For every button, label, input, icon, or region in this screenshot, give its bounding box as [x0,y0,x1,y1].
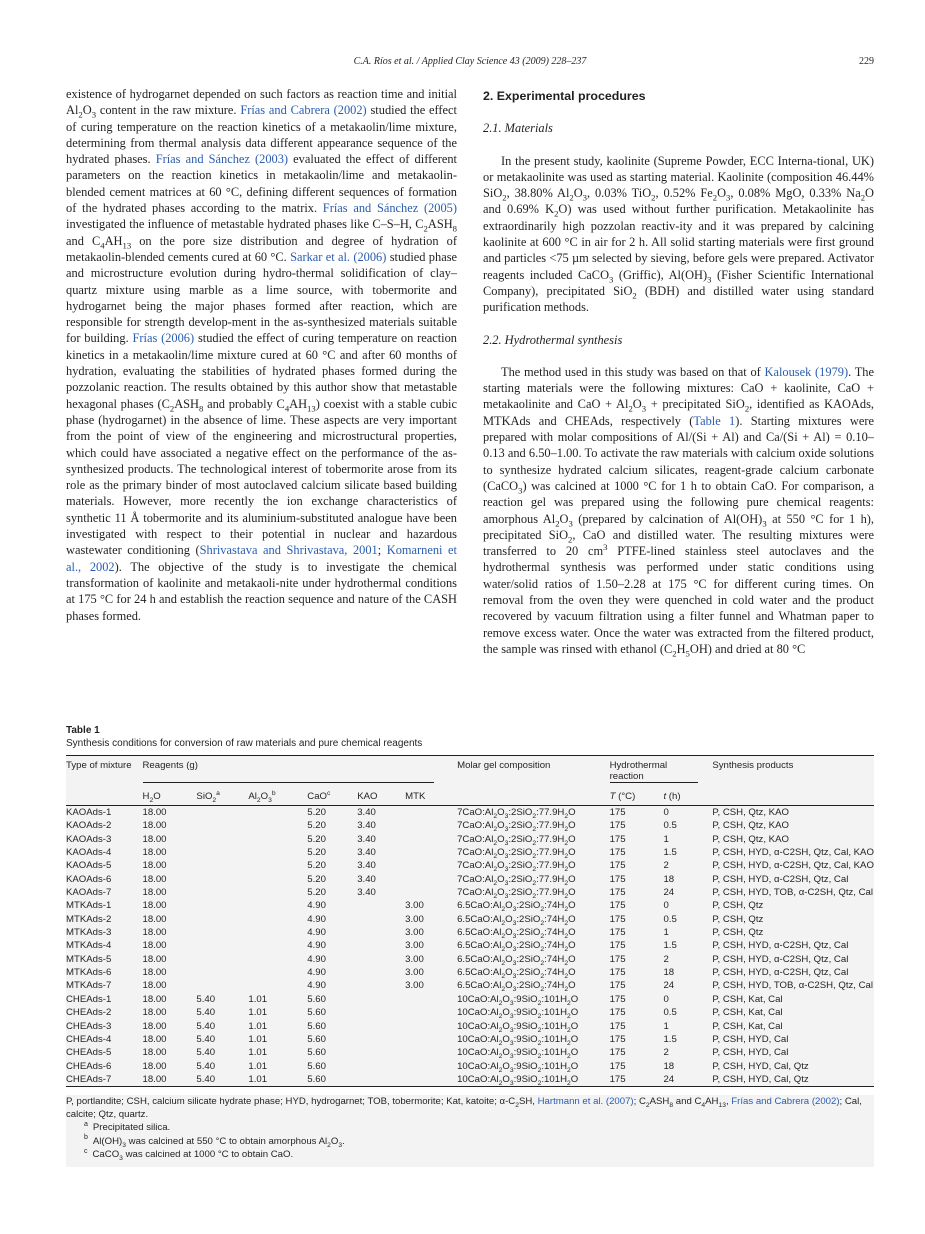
cell-temp: 175 [609,1033,626,1045]
cell-mixture: KAOAds-4 [66,847,112,859]
cell-products: P, CSH, Kat, Cal [712,1020,783,1032]
cell-mtk [405,806,457,820]
cell-sio2: 5.40 [196,1020,216,1032]
cell-kao [357,1020,405,1033]
cell-al2o3 [248,926,307,939]
cell-h2o: 18.00 [142,900,167,912]
cell-products: P, CSH, HYD, Cal [712,1033,789,1045]
cell-temp: 175 [609,913,626,925]
table-row [66,953,874,966]
cell-temp: 175 [609,1060,626,1072]
cell-kao [357,1033,405,1046]
footnote-b: $^b$ $Al(OH)_3$ was calcined at 550 °C to obtain amorphous $Al_2O_3$. [84,1134,345,1149]
cell-h2o: 18.00 [142,860,167,872]
cell-mixture: KAOAds-3 [66,833,112,845]
cell-temp: 175 [609,900,626,912]
cell-products: P, CSH, Qtz [712,900,764,912]
cell-mixture: KAOAds-2 [66,820,112,832]
cell-time: 24 [663,887,675,899]
cell-mixture: CHEAds-2 [66,1007,112,1019]
table-row [66,1073,874,1087]
cell-h2o: 18.00 [142,820,167,832]
cell-sio2: 5.40 [196,993,216,1005]
cell-sio2 [196,819,248,832]
cell-sio2 [196,966,248,979]
cell-h2o: 18.00 [142,953,167,965]
cell-h2o: 18.00 [142,807,167,818]
cell-h2o: 18.00 [142,1033,167,1045]
cell-mixture: KAOAds-1 [66,807,112,818]
cell-products: P, CSH, HYD, α-C2SH, Qtz, Cal, KAO [712,860,874,872]
cell-time: 0.5 [663,820,677,832]
cell-sio2 [196,899,248,912]
cell-temp: 175 [610,1073,664,1087]
table-row [66,913,874,926]
table-row [66,859,874,872]
cell-molar: $10CaO:Al_2O_3:9SiO_2:101H_2O$ [457,1033,579,1047]
cell-mtk [405,833,457,846]
cell-temp: 175 [609,940,626,952]
table-label: Table 1 [66,725,100,736]
cell-mtk: 3.00 [405,900,424,912]
cell-temp: 175 [609,887,626,899]
cell-molar: $6.5CaO:Al_2O_3:2SiO_2:74H_2O$ [457,980,576,994]
header-reagents: Reagents (g) [143,756,458,791]
section-title: 2. Experimental procedures [483,89,646,103]
cell-sio2 [196,886,248,899]
header-type: Type of mixture [66,756,143,791]
cell-mixture: MTKAds-5 [66,953,112,965]
right-column [483,86,874,657]
table-row [66,873,874,886]
cell-al2o3: 1.01 [248,1060,268,1072]
cell-mtk [405,1020,457,1033]
cell-kao: 3.40 [357,873,376,885]
cell-al2o3 [248,846,307,859]
cell-mtk: 3.00 [405,953,424,965]
table-row [66,966,874,979]
header-cao: CaO$^c$ [307,790,357,806]
cell-molar: $7CaO:Al_2O_3:2SiO_2:77.9H_2O$ [457,807,576,820]
cell-time: 1 [663,1020,669,1032]
cell-al2o3 [248,899,307,912]
cell-sio2 [196,939,248,952]
cell-kao [357,1073,405,1087]
cell-sio2: 5.40 [196,1007,216,1019]
subsection-materials-title: 2.1. Materials [483,121,553,136]
cell-sio2 [196,806,248,820]
cell-mtk [405,1073,457,1087]
cell-kao [357,1060,405,1073]
cell-temp: 175 [609,847,626,859]
cell-cao: 5.60 [307,1073,357,1087]
table-row [66,1060,874,1073]
cell-molar: $10CaO:Al_2O_3:9SiO_2:101H_2O$ [457,1060,579,1074]
cell-al2o3 [248,966,307,979]
cell-temp: 175 [609,967,626,979]
cell-al2o3 [248,833,307,846]
cell-temp: 175 [609,927,626,939]
cell-al2o3: 1.01 [248,1073,307,1087]
cell-mixture: CHEAds-6 [66,1060,112,1072]
cell-mtk [405,873,457,886]
cell-al2o3 [248,979,307,992]
cell-h2o: 18.00 [142,967,167,979]
cell-time: 1.5 [663,1033,677,1045]
cell-products: P, CSH, HYD, Cal [712,1047,789,1059]
cell-molar: $6.5CaO:Al_2O_3:2SiO_2:74H_2O$ [457,940,576,954]
cell-kao [357,913,405,926]
cell-kao [357,979,405,992]
header-al2o3: $Al_2O_3^b$ [248,790,307,806]
cell-al2o3 [248,806,307,820]
cell-al2o3: 1.01 [248,1007,268,1019]
header-mtk: MTK [405,790,457,806]
cell-kao [357,993,405,1006]
cell-products: P, CSH, HYD, α-C2SH, Qtz, Cal, KAO [712,847,874,859]
cell-time: 1 [663,927,669,939]
cell-cao: 5.20 [307,833,326,845]
cell-sio2 [196,873,248,886]
cell-molar: $10CaO:Al_2O_3:9SiO_2:101H_2O$ [457,1020,579,1034]
cell-mtk: 3.00 [405,967,424,979]
cell-sio2 [196,953,248,966]
cell-temp: 175 [609,820,626,832]
cell-products: P, CSH, Qtz, KAO [712,833,789,845]
footnote-abbreviations: P, portlandite; CSH, calcium silicate hydrate phase; HYD, hydrogarnet; TOB, tobermorite; Kat, katoite; $\alpha-C_2SH$, Hartmann et al. (2007); $C_2ASH_8$ and $C_4AH_{13}$, Frías and Cabrera (2002); Cal, calcite; Qtz, quartz. [66,1096,862,1121]
cell-kao [357,966,405,979]
cell-temp: 175 [609,873,626,885]
cell-temp: 175 [609,953,626,965]
cell-sio2: 5.40 [196,1033,216,1045]
header-kao: KAO [357,790,405,806]
cell-mtk [405,1046,457,1059]
cell-time: 0.5 [663,1007,677,1019]
cell-products: P, CSH, HYD, TOB, α-C2SH, Qtz, Cal [712,980,874,992]
cell-mtk [405,859,457,872]
cell-products: P, CSH, Qtz, KAO [712,807,789,818]
cell-al2o3 [248,939,307,952]
cell-products: P, CSH, HYD, α-C2SH, Qtz, Cal [712,967,849,979]
table-row [66,1033,874,1046]
cell-time: 24 [663,980,675,992]
cell-sio2 [196,833,248,846]
cell-temp: 175 [609,993,626,1005]
cell-temp: 175 [609,860,626,872]
synthesis-table [66,755,874,1087]
cell-mtk: 3.00 [405,913,424,925]
cell-kao: 3.40 [357,847,376,859]
table-row [66,939,874,952]
footnote-c: $^c$ CaCO$_3$ was calcined at 1000 °C to obtain CaO. [84,1147,294,1162]
cell-molar: $6.5CaO:Al_2O_3:2SiO_2:74H_2O$ [457,913,576,927]
page-number: 229 [859,56,874,67]
cell-time: 0.5 [663,913,677,925]
footnote-list [66,1121,874,1161]
running-header [66,56,874,72]
cell-molar: $6.5CaO:Al_2O_3:2SiO_2:74H_2O$ [457,967,576,981]
cell-sio2 [196,859,248,872]
cell-sio2 [196,926,248,939]
cell-al2o3: 1.01 [248,1033,268,1045]
cell-mtk: 3.00 [405,940,424,952]
table-row [66,979,874,992]
table-body [66,806,874,1087]
cell-mixture: MTKAds-7 [66,980,112,992]
cell-h2o: 18.00 [142,940,167,952]
cell-molar: $10CaO:Al_2O_3:9SiO_2:101H_2O$ [457,993,579,1007]
cell-al2o3 [248,873,307,886]
cell-al2o3 [248,859,307,872]
header-time: t (h) [663,790,712,806]
cell-molar: $7CaO:Al_2O_3:2SiO_2:77.9H_2O$ [457,820,576,834]
cell-kao [357,939,405,952]
cell-time: 18 [663,873,675,885]
cell-mixture: MTKAds-6 [66,967,112,979]
table-row [66,1046,874,1059]
cell-products: P, CSH, HYD, α-C2SH, Qtz, Cal [712,873,849,885]
cell-h2o: 18.00 [142,833,167,845]
cell-al2o3 [248,913,307,926]
cell-kao [357,953,405,966]
cell-mixture: CHEAds-1 [66,993,112,1005]
cell-mtk [405,1060,457,1073]
table-row [66,926,874,939]
cell-molar: $10CaO:Al_2O_3:9SiO_2:101H_2O$ [457,1047,579,1061]
cell-cao: 5.60 [307,1047,326,1059]
cell-temp: 175 [609,833,626,845]
cell-al2o3 [248,819,307,832]
cell-cao: 4.90 [307,940,326,952]
cell-mixture: CHEAds-7 [66,1073,143,1087]
table-row [66,846,874,859]
cell-molar: $6.5CaO:Al_2O_3:2SiO_2:74H_2O$ [457,953,576,967]
cell-mixture: CHEAds-3 [66,1020,112,1032]
cell-mtk [405,886,457,899]
cell-molar: $10CaO:Al_2O_3:9SiO_2:101H_2O$ [457,1007,579,1021]
cell-products: P, CSH, HYD, α-C2SH, Qtz, Cal [712,953,849,965]
cell-cao: 5.20 [307,820,326,832]
cell-kao [357,899,405,912]
journal-citation: C.A. Ríos et al. / Applied Clay Science 43 (2009) 228–237 [353,56,587,67]
cell-kao: 3.40 [357,820,376,832]
cell-mixture: KAOAds-7 [66,887,112,899]
cell-mtk [405,1033,457,1046]
cell-cao: 5.60 [307,1033,326,1045]
cell-kao: 3.40 [357,833,376,845]
cell-cao: 5.20 [307,847,326,859]
cell-kao [357,1046,405,1059]
cell-products: P, CSH, HYD, Cal, Qtz [712,1060,809,1072]
cell-h2o: 18.00 [142,993,167,1005]
cell-mtk [405,1006,457,1019]
cell-sio2 [196,979,248,992]
cell-kao [357,926,405,939]
footnote-a: $^a$ Precipitated silica. [84,1121,171,1134]
table-footnotes [66,1095,874,1167]
cell-time: 1.5 [663,847,677,859]
header-temp: T (°C) [610,790,664,806]
cell-temp: 175 [609,1047,626,1059]
cell-mixture: MTKAds-3 [66,927,112,939]
cell-h2o: 18.00 [143,1073,197,1087]
cell-products: P, CSH, Qtz [712,913,764,925]
cell-sio2 [196,913,248,926]
cell-mixture: CHEAds-4 [66,1033,112,1045]
cell-molar: $7CaO:Al_2O_3:2SiO_2:77.9H_2O$ [457,847,576,860]
subsection-synthesis-title: 2.2. Hydrothermal synthesis [483,332,623,347]
header-molar: Molar gel composition [457,756,610,791]
cell-cao: 5.60 [307,993,326,1005]
cell-mtk: 3.00 [405,980,424,992]
cell-al2o3: 1.01 [248,993,268,1005]
cell-temp: 175 [609,1007,626,1019]
cell-time: 24 [663,1073,712,1087]
cell-temp: 175 [609,1020,626,1032]
cell-molar: $6.5CaO:Al_2O_3:2SiO_2:74H_2O$ [457,927,576,940]
header-products: Synthesis products [712,756,874,791]
header-hydro: Hydrothermal reaction [610,756,713,791]
cell-mixture: MTKAds-2 [66,913,112,925]
cell-cao: 5.60 [307,1020,326,1032]
cell-h2o: 18.00 [142,873,167,885]
cell-kao: 3.40 [357,860,376,872]
cell-cao: 4.90 [307,900,326,912]
cell-molar: $7CaO:Al_2O_3:2SiO_2:77.9H_2O$ [457,887,576,900]
cell-h2o: 18.00 [142,847,167,859]
cell-products: P, CSH, HYD, TOB, α-C2SH, Qtz, Cal [712,887,874,899]
cell-products: P, CSH, HYD, Cal, Qtz [712,1073,874,1087]
cell-cao: 5.20 [307,860,326,872]
table-row [66,833,874,846]
cell-mixture: MTKAds-4 [66,940,112,952]
cell-molar: $7CaO:Al_2O_3:2SiO_2:77.9H_2O$ [457,833,576,847]
cell-temp: 175 [609,807,626,818]
cell-time: 2 [663,860,669,872]
cell-mtk [405,819,457,832]
cell-cao: 5.60 [307,1060,326,1072]
cell-al2o3: 1.01 [248,1020,268,1032]
table-row [66,1006,874,1019]
cell-cao: 5.60 [307,1007,326,1019]
cell-mtk [405,993,457,1006]
cell-al2o3 [248,953,307,966]
cell-mtk [405,846,457,859]
cell-kao: 3.40 [357,887,376,899]
table-row [66,886,874,899]
cell-sio2: 5.40 [196,1047,216,1059]
cell-h2o: 18.00 [142,1060,167,1072]
cell-products: P, CSH, Kat, Cal [712,993,783,1005]
header-h2o: $H_2O$ [143,790,197,806]
cell-h2o: 18.00 [142,887,167,899]
header-sio2: SiO$_2^a$ [196,790,248,806]
table-row [66,819,874,832]
table-row [66,899,874,912]
cell-h2o: 18.00 [142,1007,167,1019]
cell-cao: 4.90 [307,953,326,965]
cell-h2o: 18.00 [142,1047,167,1059]
cell-mixture: CHEAds-5 [66,1047,112,1059]
cell-time: 2 [663,1047,669,1059]
cell-temp: 175 [609,980,626,992]
cell-time: 18 [663,967,675,979]
cell-h2o: 18.00 [142,913,167,925]
cell-mixture: KAOAds-5 [66,860,112,872]
cell-al2o3: 1.01 [248,1047,268,1059]
cell-time: 18 [663,1060,675,1072]
cell-mtk: 3.00 [405,927,424,939]
cell-products: P, CSH, Qtz, KAO [712,820,789,832]
cell-cao: 5.20 [307,807,326,818]
cell-products: P, CSH, Kat, Cal [712,1007,783,1019]
cell-h2o: 18.00 [142,1020,167,1032]
cell-cao: 4.90 [307,967,326,979]
cell-mixture: KAOAds-6 [66,873,112,885]
cell-molar: $10CaO:Al_2O_3:9SiO_2:101H_2O$ [457,1073,610,1087]
cell-molar: $7CaO:Al_2O_3:2SiO_2:77.9H_2O$ [457,873,576,887]
cell-sio2 [196,846,248,859]
left-column [66,86,457,624]
table-row [66,1020,874,1033]
table-caption-text: Synthesis conditions for conversion of raw materials and pure chemical reagents [66,738,423,749]
cell-sio2: 5.40 [196,1060,216,1072]
cell-cao: 4.90 [307,927,326,939]
cell-al2o3 [248,886,307,899]
cell-time: 1.5 [663,940,677,952]
intro-paragraph: existence of hydrogarnet depended on such factors as reaction time and initial $Al_2O_3$ content in the raw mixture. Frías and Cabrera (2002) studied the effect of curing temperature on the reaction kinetics of a metakaolin/lime mixture, determining from thermal analysis data different appearance sequence of the hydrated phases. Frías and Sánchez (2003) evaluated the effect of different parameters on the reaction kinetics in metakaolin/lime and metakaolin-blended cement matrices at 60 °C, defining different sequences of formation of the hydrated phases according to the matrix. Frías and Sánchez (2005) investigated the influence of metastable hydrated phases like C–S–H, $C_2ASH_8$ and $C_4AH_{13}$ on the pore size distribution and degree of hydration of metakaolin-blended cements cured at 60 °C. Sarkar et al. (2006) studied phase and microstructure evolution during hydro-thermal solidification of clay–quartz mixture using marble as a lime source, with tobermorite and hydrogarnet being the major phases formed after reaction, which are responsible for strength develop-ment in the as-synthesized materials suitable for building. Frías (2006) studied the effect of curing temperature on reaction kinetics in a metakaolin/lime mixture cured at 60 °C and after 60 months of hydration, evaluating the stabilities of hydrated phases formed during the pozzolanic reaction. The results obtained by this author show that metastable hexagonal phases ($C_2ASH_8$ and probably $C_4AH_{13}$) coexist with a stable cubic phase (hydrogarnet) in the absence of lime. These aspects are very important from the point of view of the engineering and microstructural properties, which could have associated a negative effect on the performance of the as-synthesized products. The technological interest of tobermorite arose from its role as the primary binder of most autoclaved calcium silicate based building materials. However, more recently the ion exchange characteristics of synthetic 11 Å tobermorite and its aluminium-substituted analogue have been investigated with respect to their potential in nuclear and hazardous wastewater conditioning (Shrivastava and Shrivastava, 2001; Komarneni et al., 2002). The objective of the study is to investigate the chemical transformation of kaolinite and metakaoli-nite under hydrothermal conditions at 175 °C for 24 h and establish the reaction sequence and nature of the CASH phases formed. [66,87,458,623]
cell-cao: 5.20 [307,873,326,885]
cell-cao: 5.20 [307,887,326,899]
cell-products: P, CSH, Qtz [712,927,764,939]
cell-h2o: 18.00 [142,927,167,939]
table-row [66,806,874,820]
cell-kao: 3.40 [357,807,376,818]
cell-time: 2 [663,953,669,965]
cell-time: 0 [663,807,669,818]
cell-molar: $7CaO:Al_2O_3:2SiO_2:77.9H_2O$ [457,860,576,874]
cell-mixture: MTKAds-1 [66,900,112,912]
materials-paragraph: In the present study, kaolinite (Supreme Powder, ECC Interna-tional, UK) or metakaolinite was used as starting material. Kaolinite (composition 46.44% SiO$_2$, 38.80% $Al_2O_3$, 0.03% TiO$_2$, 0.52% $Fe_2O_3$, 0.08% MgO, 0.33% $Na_2O$ and 0.69% $K_2O$) was used without further purification. Metakaolinite has extraordinarily high pozzolan reactiv-ity and it was prepared by calcining kaolinite at 600 °C in air for 2 h. All solid starting materials were first ground and particles <75 µm selected by sieving, before gels were prepared. Activator reagents included CaCO$_3$ (Griffic), $Al(OH)_3$ (Fisher Scientific International Company), precipitated SiO$_2$ (BDH) and distilled water using standard purification methods. [483,153,874,315]
cell-kao [357,1006,405,1019]
cell-cao: 4.90 [307,980,326,992]
table-caption [66,724,874,750]
cell-sio2: 5.40 [196,1073,248,1087]
synthesis-paragraph: The method used in this study was based on that of Kalousek (1979). The starting materials were the following mixtures: CaO + kaolinite, CaO + metakaolinite and CaO + $Al_2O_3$ + precipitated SiO$_2$, identified as KAOAds, MTKAds and CHEAds, respectively (Table 1). Starting mixtures were prepared with molar compositions of Al/(Si + Al) and Ca/(Si + Al) = 0.10–0.13 and 6.50–1.00. To activate the raw materials with calcium oxide solutions to synthesize hydrated calcium silicates, reagent-grade calcium carbonate (CaCO$_3$) was calcined at 1000 °C for 1 h to obtain CaO. For comparison, a reaction gel was prepared using the following pure chemical reagents: amorphous $Al_2O_3$ (prepared by calcination of $Al(OH)_3$ at 550 °C for 1 h), precipitated SiO$_2$, CaO and distilled water. The resulting mixtures were transferred to 20 $cm^3$ PTFE-lined stainless steel autoclaves and the hydrothermal synthesis was performed under static conditions using water/solid ratios of 1.50–2.28 at 175 °C for different curing times. On removal from the oven they were quenched in cold water and the product recovered by vacuum filtration using a filter funnel and Whatman paper to remove excess water. Once the water was extracted from the filtered product, the sample was rinsed with ethanol $(C_2H_5OH)$ and dried at 80 °C [483,364,875,659]
cell-time: 1 [663,833,669,845]
cell-products: P, CSH, HYD, α-C2SH, Qtz, Cal [712,940,849,952]
cell-cao: 4.90 [307,913,326,925]
cell-h2o: 18.00 [142,980,167,992]
cell-time: 0 [663,993,669,1005]
cell-molar: $6.5CaO:Al_2O_3:2SiO_2:74H_2O$ [457,900,576,914]
table-row [66,993,874,1006]
cell-time: 0 [663,900,669,912]
